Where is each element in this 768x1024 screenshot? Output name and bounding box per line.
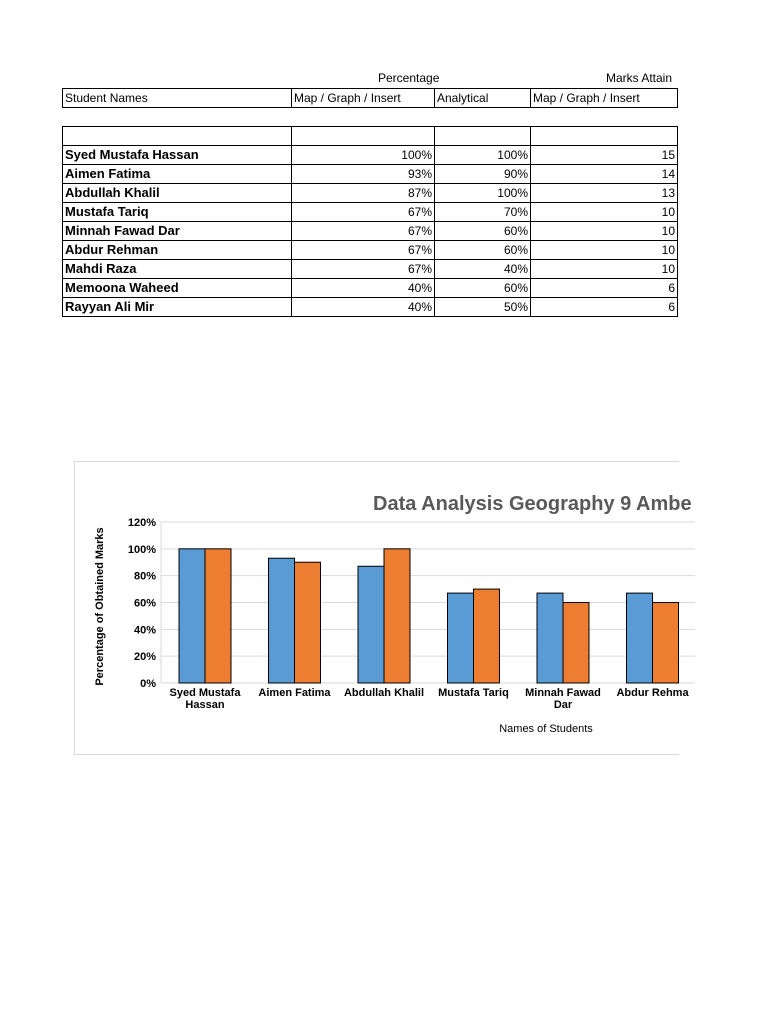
bar	[653, 603, 679, 684]
bar	[627, 593, 653, 683]
bar	[269, 558, 295, 683]
column-header-row	[63, 89, 678, 108]
map-marks-cell[interactable]: 10	[531, 222, 678, 241]
analytical-pct-cell[interactable]: 60%	[435, 241, 531, 260]
map-pct-cell[interactable]: 93%	[292, 165, 435, 184]
table-row	[63, 203, 678, 222]
column-header-analytical-pct[interactable]: Analytical	[435, 89, 531, 108]
y-tick-label: 60%	[133, 597, 156, 610]
percentage-group-header: Percentage	[378, 71, 440, 85]
student-name-cell[interactable]: Mustafa Tariq	[63, 203, 292, 222]
table-row	[63, 222, 678, 241]
y-axis-title: Percentage of Obtained Marks	[94, 527, 106, 686]
spacer-cell	[63, 108, 292, 127]
y-tick-label: 100%	[127, 543, 156, 556]
bar	[295, 562, 321, 683]
map-pct-cell[interactable]: 67%	[292, 241, 435, 260]
map-pct-cell[interactable]: 67%	[292, 260, 435, 279]
blank-cell[interactable]	[63, 127, 292, 146]
x-axis-title: Names of Students	[499, 723, 593, 735]
x-category-label: Minnah Fawad	[525, 687, 601, 699]
bar	[537, 593, 563, 683]
column-header-map-pct[interactable]: Map / Graph / Insert	[292, 89, 435, 108]
map-marks-cell[interactable]: 14	[531, 165, 678, 184]
x-category-label: Aimen Fatima	[258, 687, 331, 699]
student-name-cell[interactable]: Mahdi Raza	[63, 260, 292, 279]
chart-title: Data Analysis Geography 9 Ambe	[373, 493, 692, 515]
table-row	[63, 184, 678, 203]
map-marks-cell[interactable]: 10	[531, 203, 678, 222]
analytical-pct-cell[interactable]: 50%	[435, 298, 531, 317]
blank-cell[interactable]	[292, 127, 435, 146]
analytical-pct-cell[interactable]: 100%	[435, 184, 531, 203]
table-row	[63, 298, 678, 317]
x-category-label: Abdur Rehma	[616, 687, 689, 699]
map-marks-cell[interactable]: 10	[531, 260, 678, 279]
map-marks-cell[interactable]: 6	[531, 279, 678, 298]
spacer-row	[63, 108, 678, 127]
student-name-cell[interactable]: Minnah Fawad Dar	[63, 222, 292, 241]
blank-cell[interactable]	[531, 127, 678, 146]
y-tick-label: 120%	[127, 517, 156, 529]
table-row	[63, 165, 678, 184]
x-category-label: Abdullah Khalil	[343, 687, 425, 699]
map-marks-cell[interactable]: 10	[531, 241, 678, 260]
blank-row	[63, 127, 678, 146]
analytical-pct-cell[interactable]: 60%	[435, 222, 531, 241]
x-category-label: Dar	[553, 699, 573, 711]
student-name-cell[interactable]: Abdur Rehman	[63, 241, 292, 260]
analytical-pct-cell[interactable]: 100%	[435, 146, 531, 165]
student-name-cell[interactable]: Aimen Fatima	[63, 165, 292, 184]
bar	[179, 549, 205, 683]
bar	[563, 603, 589, 684]
bar	[474, 589, 500, 683]
bar	[205, 549, 231, 683]
y-tick-label: 20%	[133, 651, 156, 664]
x-category-label: Syed Mustafa	[169, 687, 241, 699]
x-category-label: Mustafa Tariq	[438, 687, 509, 699]
y-tick-label: 40%	[133, 624, 156, 637]
map-pct-cell[interactable]: 67%	[292, 203, 435, 222]
map-pct-cell[interactable]: 67%	[292, 222, 435, 241]
map-pct-cell[interactable]: 40%	[292, 279, 435, 298]
map-pct-cell[interactable]: 87%	[292, 184, 435, 203]
student-name-cell[interactable]: Rayyan Ali Mir	[63, 298, 292, 317]
map-pct-cell[interactable]: 40%	[292, 298, 435, 317]
table-row	[63, 279, 678, 298]
table-row	[63, 260, 678, 279]
marks-attained-group-header: Marks Attain	[606, 71, 673, 85]
table-row	[63, 241, 678, 260]
student-name-cell[interactable]: Abdullah Khalil	[63, 184, 292, 203]
x-category-label: Hassan	[185, 699, 225, 711]
bar	[384, 549, 410, 683]
bar	[448, 593, 474, 683]
analytical-pct-cell[interactable]: 90%	[435, 165, 531, 184]
map-pct-cell[interactable]: 100%	[292, 146, 435, 165]
map-marks-cell[interactable]: 6	[531, 298, 678, 317]
analytical-pct-cell[interactable]: 70%	[435, 203, 531, 222]
spacer-cell	[531, 108, 678, 127]
column-header-map-marks[interactable]: Map / Graph / Insert	[531, 89, 678, 108]
analytical-pct-cell[interactable]: 60%	[435, 279, 531, 298]
marks-table	[62, 88, 678, 317]
table-row	[63, 146, 678, 165]
spacer-cell	[292, 108, 435, 127]
map-marks-cell[interactable]: 13	[531, 184, 678, 203]
map-marks-cell[interactable]: 15	[531, 146, 678, 165]
column-header-student-names[interactable]: Student Names	[63, 89, 292, 108]
student-name-cell[interactable]: Memoona Waheed	[63, 279, 292, 298]
student-name-cell[interactable]: Syed Mustafa Hassan	[63, 146, 292, 165]
spacer-cell	[435, 108, 531, 127]
chart-canvas	[75, 462, 692, 754]
bar	[358, 566, 384, 683]
bar-chart[interactable]	[74, 461, 692, 755]
analytical-pct-cell[interactable]: 40%	[435, 260, 531, 279]
blank-cell[interactable]	[435, 127, 531, 146]
y-tick-label: 80%	[133, 570, 156, 583]
y-tick-label: 0%	[140, 678, 156, 690]
